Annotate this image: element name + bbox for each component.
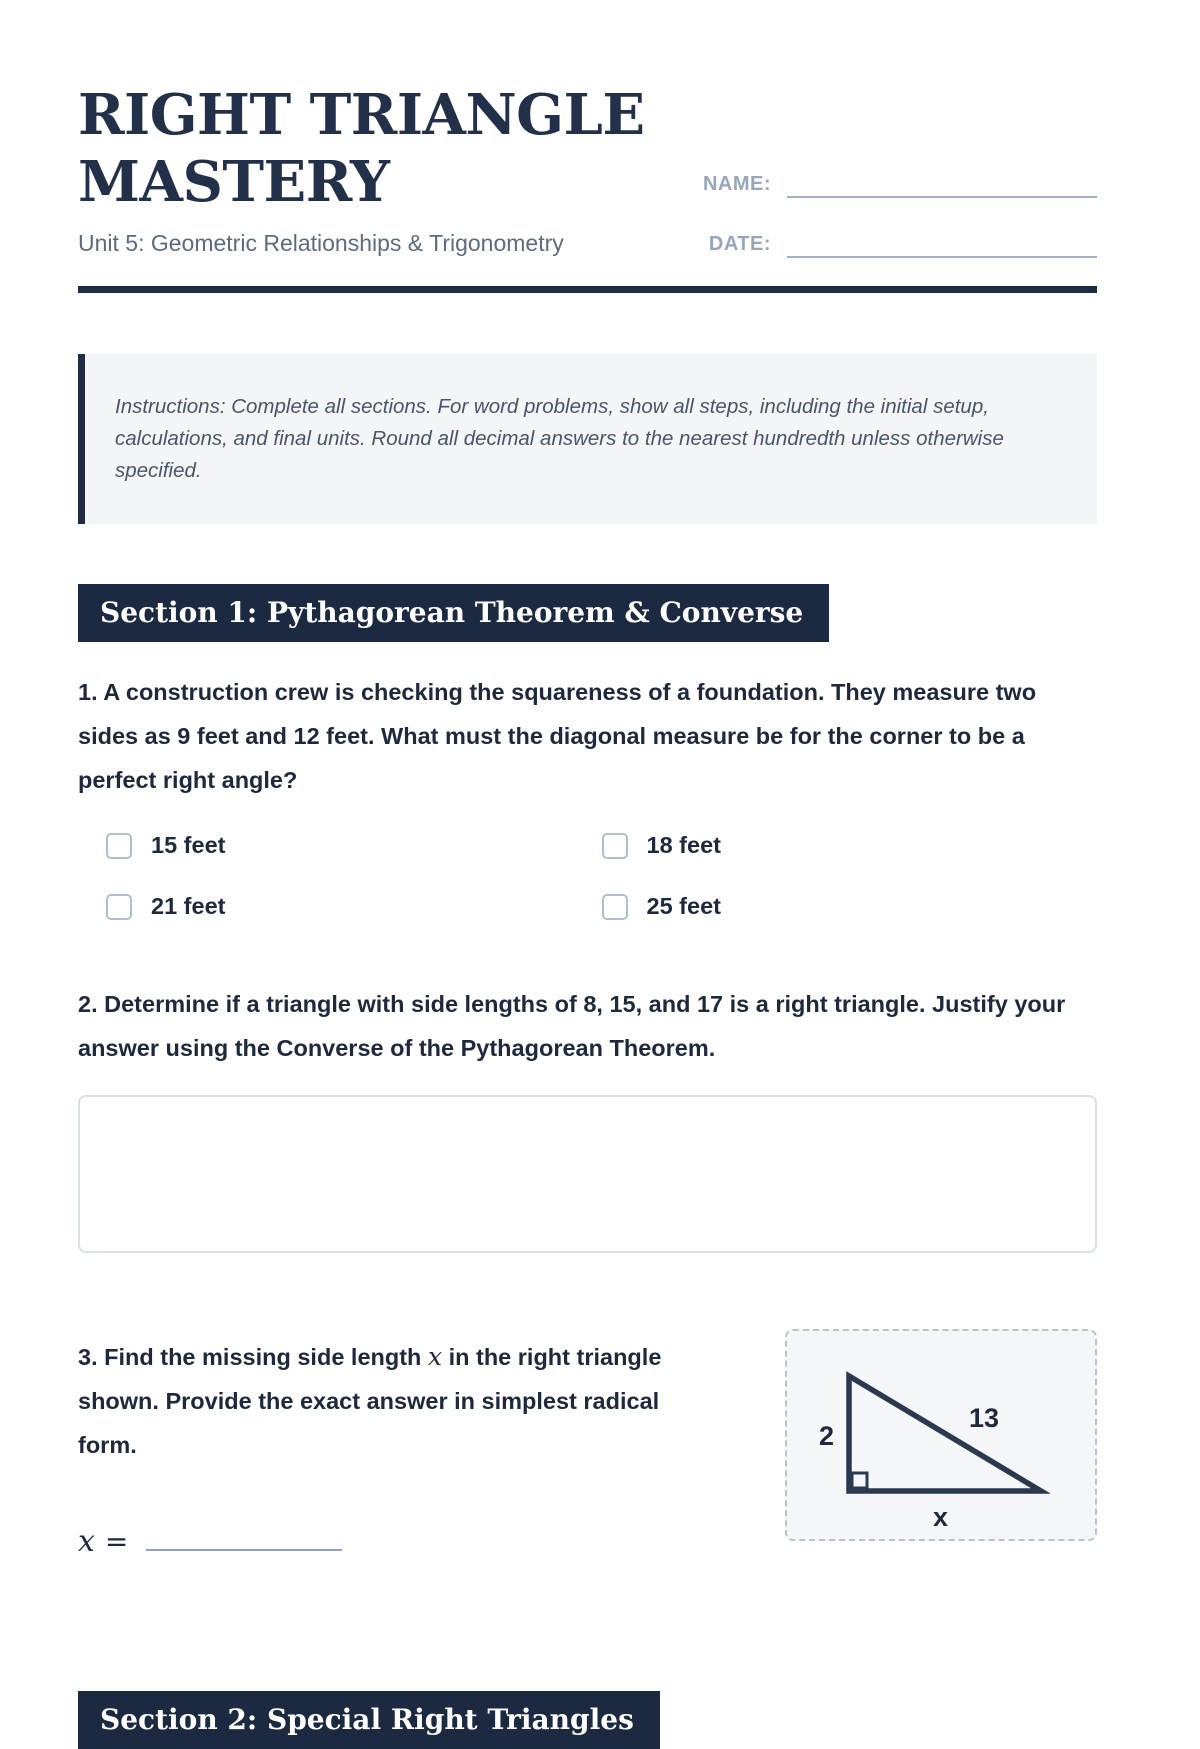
page-title-line1: RIGHT TRIANGLE: [78, 82, 645, 148]
section-1-header: Section 1: Pythagorean Theorem & Converse: [78, 584, 829, 642]
name-label: NAME:: [702, 173, 771, 195]
right-angle-marker: [852, 1473, 867, 1488]
question-3-left-column: [78, 1307, 678, 1559]
option-label: 15 feet: [151, 832, 226, 858]
checkbox-icon[interactable]: [106, 894, 132, 920]
question-3-text-before: 3. Find the missing side length: [78, 1344, 428, 1370]
question-3-answer-field[interactable]: [146, 1515, 342, 1551]
question-3-text: [78, 1335, 678, 1467]
checkbox-icon[interactable]: [602, 894, 628, 920]
triangle-shape: [849, 1376, 1041, 1491]
question-3-answer-line: [78, 1515, 678, 1559]
checkbox-icon[interactable]: [106, 833, 132, 859]
question-3-math-x: x: [427, 1342, 443, 1371]
answer-var-x: x: [78, 1524, 95, 1559]
option-18-feet[interactable]: [602, 832, 1098, 859]
header-divider: [78, 286, 1097, 293]
page-title: [78, 82, 645, 216]
question-2-text: 2. Determine if a triangle with side lengths of 8, 15, and 17 is a right triangle. Justify your answer using the Converse of the Pythagorean Theorem.: [78, 991, 1066, 1061]
right-triangle-diagram: [791, 1330, 1091, 1540]
question-1-text: 1. A construction crew is checking the squareness of a foundation. They measure two sides as 9 feet and 12 feet. What must the diagonal measure be for the corner to be a perfect right angle?: [78, 679, 1037, 793]
name-date-block: [703, 168, 1097, 258]
equals-sign: =: [104, 1525, 129, 1558]
page-subtitle: Unit 5: Geometric Relationships & Trigonometry: [78, 230, 564, 256]
title-block: [78, 82, 645, 257]
side-bottom-label: x: [933, 1502, 949, 1532]
option-25-feet[interactable]: [602, 893, 1098, 920]
option-label: 18 feet: [646, 832, 721, 858]
section-2-header: Section 2: Special Right Triangles: [78, 1691, 660, 1749]
triangle-diagram-box: [785, 1329, 1097, 1541]
date-field[interactable]: [787, 228, 1097, 258]
option-label: 25 feet: [646, 893, 721, 919]
option-21-feet[interactable]: [106, 893, 602, 920]
instructions-callout: Instructions: Complete all sections. For word problems, show all steps, including the initial setup, calculations, and final units. Round all decimal answers to the nearest hundredth unless otherwise specified.: [78, 354, 1097, 524]
name-field[interactable]: [787, 168, 1097, 198]
date-label: DATE:: [708, 233, 771, 255]
question-2-answer-box[interactable]: [78, 1095, 1097, 1253]
checkbox-icon[interactable]: [602, 833, 628, 859]
option-label: 21 feet: [151, 893, 226, 919]
question-3: [78, 1307, 1097, 1559]
question-1-options: [78, 832, 1097, 920]
header: [78, 82, 1097, 258]
hypotenuse-label: 13: [969, 1403, 1000, 1433]
option-15-feet[interactable]: [106, 832, 602, 859]
page-title-line2: MASTERY: [78, 149, 390, 215]
question-3-text-after: in the right triangle shown. Provide the exact answer in simplest radical form.: [78, 1344, 662, 1458]
side-left-label: 2: [819, 1421, 835, 1451]
